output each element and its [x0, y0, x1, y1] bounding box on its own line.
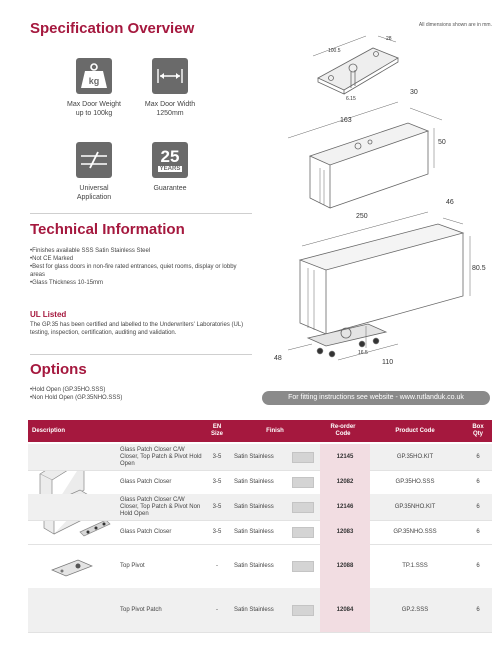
- technical-bullets: [30, 247, 252, 287]
- spec-title: Specification Overview: [30, 20, 195, 37]
- finish-swatch: [292, 561, 314, 572]
- row-product-code: TP.1.SSS: [402, 562, 428, 569]
- row-finish: Satin Stainless: [234, 528, 274, 535]
- badge-text: YEARS: [159, 166, 181, 172]
- th-product-code: Product Code: [395, 427, 435, 434]
- dim-label: 28: [386, 36, 392, 42]
- option-item: • Hold Open (GP.35HO.SSS): [30, 386, 252, 394]
- options-title: Options: [30, 361, 87, 378]
- dim-label: 30: [410, 89, 418, 96]
- th-box-qty: Box Qty: [472, 424, 484, 437]
- badge-number: 25: [160, 147, 180, 166]
- row-size: 3-5: [212, 528, 222, 535]
- row-size: -: [216, 606, 218, 613]
- icon-caption-guarantee: Guarantee: [153, 185, 187, 192]
- row-product-code: GP.35HO.KIT: [396, 453, 434, 460]
- universal-glyph: [79, 148, 109, 172]
- dim-label: 6.15: [346, 96, 356, 102]
- row-product-code: GP.35HO.SSS: [395, 478, 435, 485]
- row-product-code: GP.2.SSS: [401, 606, 429, 613]
- th-finish: Finish: [266, 427, 284, 434]
- fitting-instructions-banner[interactable]: For fitting instructions see website - www.rutlanduk.co.uk: [262, 391, 490, 405]
- icon-caption-universal: Universal Application: [76, 185, 112, 201]
- 25-years-icon: [152, 142, 188, 178]
- row-reorder-code: 12145: [320, 444, 370, 470]
- dim-label: 163: [340, 117, 352, 124]
- table-header: [28, 420, 492, 442]
- dim-label: 46: [446, 199, 454, 206]
- row-finish: Satin Stainless: [234, 478, 274, 485]
- row-size: 3-5: [212, 478, 222, 485]
- row-reorder-code: 12083: [320, 520, 370, 544]
- dim-label: 100.5: [328, 48, 341, 54]
- th-reorder-code: Re-order Code: [330, 424, 356, 437]
- th-description: Description: [32, 427, 66, 434]
- row-reorder-code: 12084: [320, 588, 370, 632]
- finish-swatch: [292, 527, 314, 538]
- row-finish: Satin Stainless: [234, 562, 274, 569]
- technical-title: Technical Information: [30, 221, 185, 238]
- dim-label: 16.5: [358, 350, 368, 356]
- ul-listed-title: UL Listed: [30, 310, 67, 319]
- table-row[interactable]: [28, 470, 492, 495]
- dim-label: 50: [438, 139, 446, 146]
- option-item: • Non Hold Open (GP.35NHO.SSS): [30, 394, 252, 402]
- row-box-qty: 6: [476, 562, 480, 569]
- row-box-qty: 6: [476, 453, 480, 460]
- finish-swatch: [292, 477, 314, 488]
- table-row[interactable]: [28, 588, 492, 633]
- kg-weight-icon: [76, 58, 112, 94]
- row-reorder-code: 12146: [320, 494, 370, 520]
- table-row[interactable]: [28, 520, 492, 545]
- width-arrow-icon: [152, 58, 188, 94]
- row-box-qty: 6: [476, 528, 480, 535]
- row-description: Glass Patch Closer: [120, 528, 172, 535]
- dim-label: 80.5: [472, 265, 486, 272]
- row-size: 3-5: [212, 453, 222, 460]
- dimensions-note: All dimensions shown are in mm.: [418, 22, 492, 28]
- row-reorder-code: 12088: [320, 544, 370, 588]
- ul-listed-text: The GP.35 has been certified and labelled to the Underwriters' Laboratories (UL) testing, inspection, certification, auditing and validation.: [30, 322, 244, 336]
- row-box-qty: 6: [476, 606, 480, 613]
- bullet-item: • Glass Thickness 10-15mm: [30, 279, 252, 287]
- row-description: Top Pivot: [120, 562, 145, 569]
- finish-swatch: [292, 502, 314, 513]
- row-finish: Satin Stainless: [234, 453, 274, 460]
- bullet-item: • Best for glass doors in non-fire rated entrances, quiet rooms, display or lobby areas: [30, 263, 252, 279]
- bullet-item: • Finishes available SSS Satin Stainless Steel: [30, 247, 252, 255]
- finish-swatch: [292, 452, 314, 463]
- icon-caption-width: Max Door Width 1250mm: [144, 101, 196, 117]
- universal-icon: [76, 142, 112, 178]
- row-box-qty: 6: [476, 478, 480, 485]
- divider: [30, 213, 252, 214]
- row-box-qty: 6: [476, 503, 480, 510]
- row-description: Glass Patch Closer: [120, 478, 172, 485]
- svg-text:kg: kg: [88, 76, 100, 86]
- table-row[interactable]: [28, 544, 492, 589]
- icon-caption-weight: Max Door Weight up to 100kg: [67, 101, 121, 117]
- row-finish: Satin Stainless: [234, 503, 274, 510]
- bullet-item: • Not CE Marked: [30, 255, 252, 263]
- table-row[interactable]: [28, 444, 492, 471]
- row-size: -: [216, 562, 218, 569]
- row-finish: Satin Stainless: [234, 606, 274, 613]
- options-bullets: [30, 386, 252, 402]
- row-description: Glass Patch Closer C/W Closer, Top Patch & Pivot Non Hold Open: [120, 496, 201, 517]
- technical-drawing: [258, 28, 494, 378]
- th-en-size: EN Size: [210, 424, 223, 437]
- finish-swatch: [292, 605, 314, 616]
- row-product-code: GP.35NHO.SSS: [393, 528, 437, 535]
- table-row[interactable]: [28, 494, 492, 521]
- row-reorder-code: 12082: [320, 470, 370, 494]
- row-product-code: GP.35NHO.KIT: [394, 503, 436, 510]
- divider: [30, 354, 252, 355]
- dim-label: 110: [382, 359, 394, 366]
- row-description: Top Pivot Patch: [120, 606, 162, 613]
- width-arrow-glyph: [155, 66, 185, 86]
- kg-weight-glyph: [79, 62, 109, 90]
- dim-label: 250: [356, 213, 368, 220]
- row-size: 3-5: [212, 503, 222, 510]
- row-description: Glass Patch Closer C/W Closer, Top Patch & Pivot Hold Open: [120, 446, 202, 467]
- dim-label: 48: [274, 355, 282, 362]
